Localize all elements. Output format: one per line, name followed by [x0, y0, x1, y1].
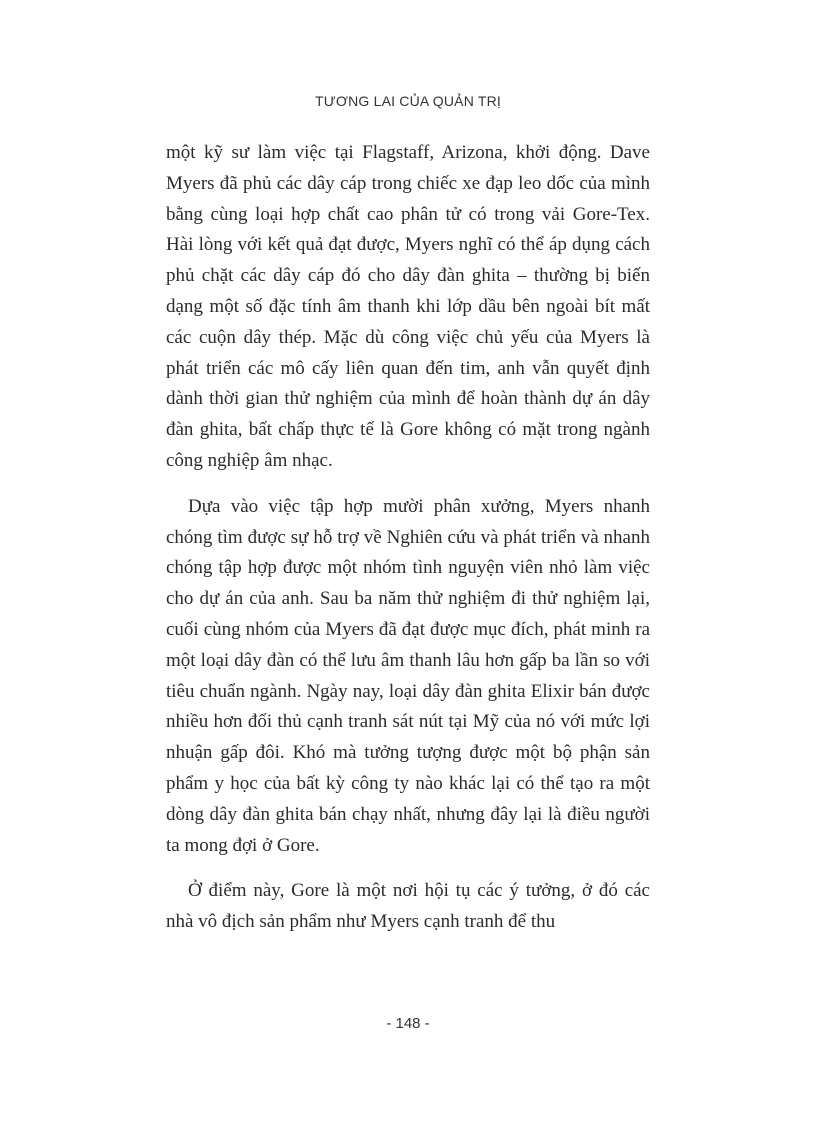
- running-header: TƯƠNG LAI CỦA QUẢN TRỊ: [314, 93, 502, 109]
- page-number: - 148 -: [386, 1015, 430, 1032]
- paragraph: một kỹ sư làm việc tại Flagstaff, Arizona, khởi động. Dave Myers đã phủ các dây cáp trong chiếc xe đạp leo dốc của mình bằng cùng loại hợp chất cao phân tử có trong vải Gore-Tex. Hài lòng với kết quả đạt được, Myers nghĩ có thể áp dụng cách phủ chặt các dây cáp đó cho dây đàn ghita – thường bị biến dạng một số đặc tính âm thanh khi lớp dầu bên ngoài bít mất các cuộn dây thép. Mặc dù công việc chủ yếu của Myers là phát triển các mô cấy liên quan đến tim, anh vẫn quyết định dành thời gian thử nghiệm của mình để hoàn thành dự án dây đàn ghita, bất chấp thực tế là Gore không có mặt trong ngành công nghiệp âm nhạc.: [166, 142, 650, 471]
- paragraph: Ở điểm này, Gore là một nơi hội tụ các ý tưởng, ở đó các nhà vô địch sản phẩm như Myers cạnh tranh để thu: [166, 880, 650, 933]
- body-text: [166, 138, 650, 938]
- paragraph: Dựa vào việc tập hợp mười phân xưởng, Myers nhanh chóng tìm được sự hỗ trợ về Nghiên cứu và phát triển và nhanh chóng tập hợp được một nhóm tình nguyện viên nhỏ làm việc cho dự án của anh. Sau ba năm thử nghiệm đi thử nghiệm lại, cuối cùng nhóm của Myers đã đạt được mục đích, phát minh ra một loại dây đàn có thể lưu âm thanh lâu hơn gấp ba lần so với tiêu chuẩn ngành. Ngày nay, loại dây đàn ghita Elixir bán được nhiều hơn đối thủ cạnh tranh sát nút tại Mỹ của nó với mức lợi nhuận gấp đôi. Khó mà tưởng tượng được một bộ phận sản phẩm y học của bất kỳ công ty nào khác lại có thể tạo ra một dòng dây đàn ghita bán chạy nhất, nhưng đây lại là điều người ta mong đợi ở Gore.: [166, 495, 650, 856]
